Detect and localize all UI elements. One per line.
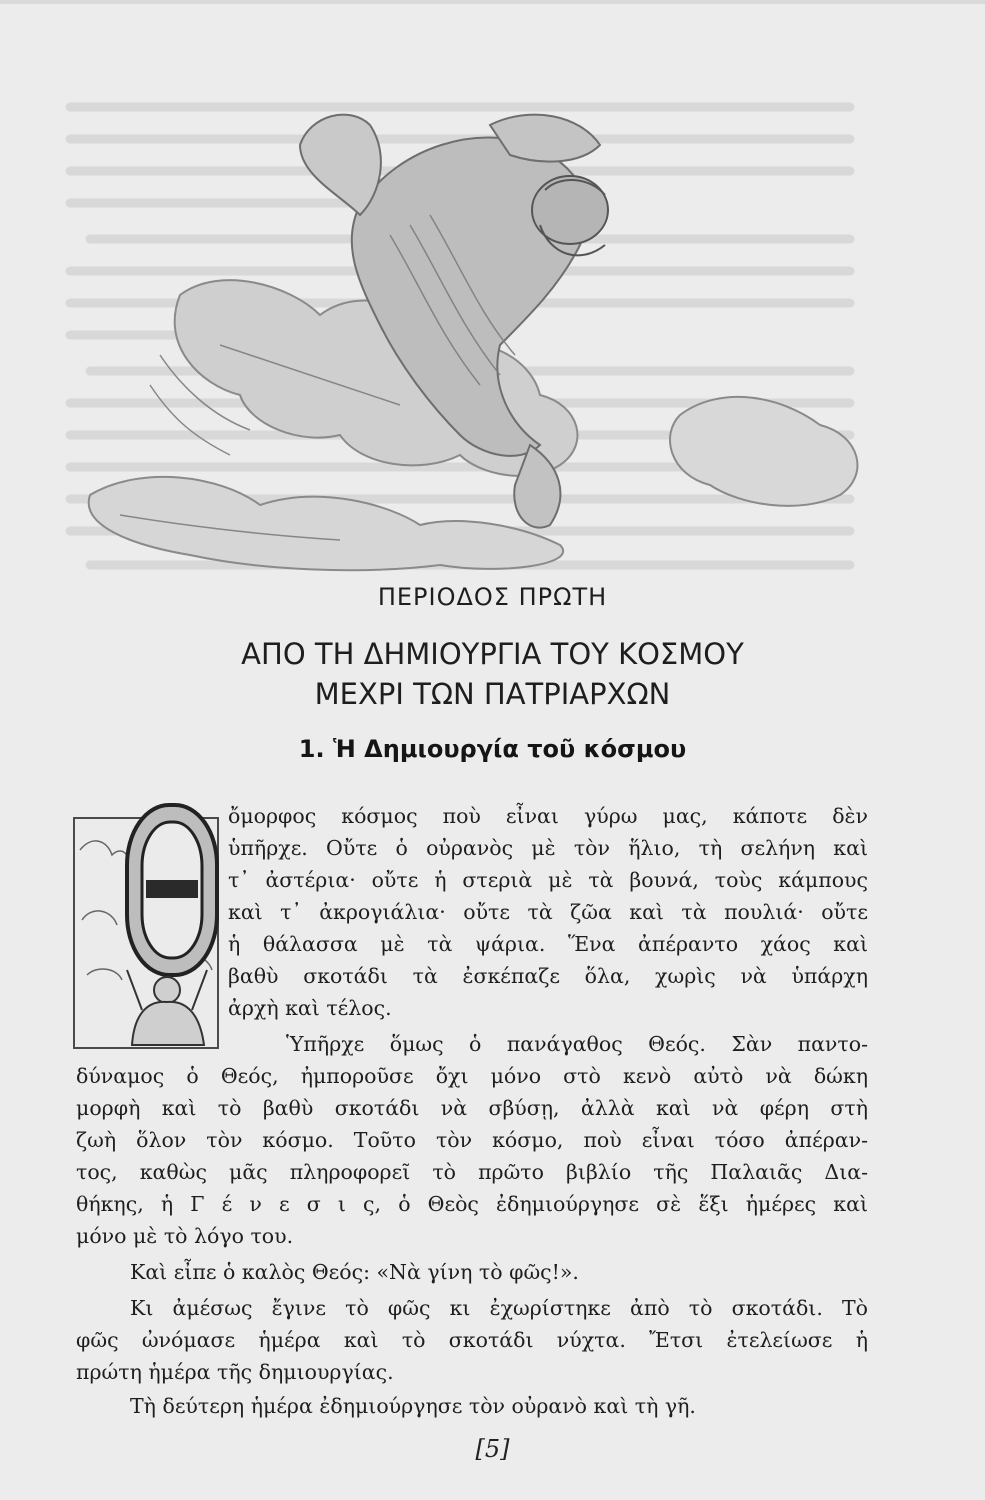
- body-line-5: ἡ θάλασσα μὲ τὰ ψάρια. Ἕνα ἀπέραντο χάος καὶ: [228, 932, 868, 956]
- body-line-10: μορφὴ καὶ τὸ βαθὺ σκοτάδι νὰ σβύσῃ, ἀλλὰ καὶ νὰ φέρη στὴ: [76, 1096, 868, 1120]
- drop-cap-frame-icon: [72, 800, 222, 1050]
- drop-cap-illustration: [72, 800, 222, 1050]
- chapter-title: [0, 634, 985, 714]
- body-line-9: δύναμος ὁ Θεός, ἠμποροῦσε ὄχι μόνο στὸ κενὸ αὐτὸ νὰ δώκη: [76, 1064, 868, 1088]
- body-line-7: ἀρχὴ καὶ τέλος.: [228, 996, 392, 1020]
- body-line-12: τος, καθὼς μᾶς πληροφορεῖ τὸ πρῶτο βιβλίο τῆς Παλαιᾶς Δια-: [76, 1160, 868, 1184]
- body-line-19: Τὴ δεύτερη ἡμέρα ἐδημιούργησε τὸν οὐρανὸ καὶ τὴ γῆ.: [130, 1394, 696, 1418]
- page-top-edge: [0, 0, 985, 4]
- body-line-6: βαθὺ σκοτάδι τὰ ἐσκέπαζε ὅλα, χωρὶς νὰ ὑπάρχη: [228, 964, 868, 988]
- body-line-16: Κι ἀμέσως ἔγινε τὸ φῶς κι ἐχωρίστηκε ἀπὸ τὸ σκοτάδι. Τὸ: [130, 1296, 868, 1320]
- body-line-3: τ᾿ ἀστέρια· οὔτε ἡ στεριὰ μὲ τὰ βουνά, τοὺς κάμπους: [228, 868, 868, 892]
- body-line-14: μόνο μὲ τὸ λόγο του.: [76, 1224, 294, 1248]
- section-label: ΠΕΡΙΟΔΟΣ ΠΡΩΤΗ: [377, 583, 608, 611]
- body-line-4: καὶ τ᾿ ἀκρογιάλια· οὔτε τὰ ζῶα καὶ τὰ πουλιά· οὔτε: [228, 900, 868, 924]
- body-line-8: Ὑπῆρχε ὅμως ὁ πανάγαθος Θεός. Σὰν παντο-: [286, 1032, 868, 1056]
- chapter-title-line-1: ΑΠΟ ΤΗ ΔΗΜΙΟΥΡΓΙΑ ΤΟΥ ΚΟΣΜΟΥ: [241, 637, 744, 671]
- body-line-17: φῶς ὠνόμασε ἡμέρα καὶ τὸ σκοτάδι νύχτα. Ἔτσι ἐτελείωσε ἡ: [76, 1328, 868, 1352]
- body-line-18: πρώτη ἡμέρα τῆς δημιουργίας.: [76, 1360, 394, 1384]
- lesson-heading: 1. Ἡ Δημιουργία τοῦ κόσμου: [298, 735, 687, 763]
- body-line-15: Καὶ εἶπε ὁ καλὸς Θεός: «Νὰ γίνη τὸ φῶς!».: [130, 1260, 579, 1284]
- chapter-title-line-2: ΜΕΧΡΙ ΤΩΝ ΠΑΤΡΙΑΡΧΩΝ: [314, 677, 671, 711]
- body-line-11: ζωὴ ὅλον τὸν κόσμο. Τοῦτο τὸν κόσμο, ποὺ εἶναι τόσο ἀπέραν-: [76, 1128, 868, 1152]
- body-line-13: θήκης, ἡ Γ έ ν ε σ ι ς, ὁ Θεὸς ἐδημιούργησε σὲ ἕξι ἡμέρες καὶ: [76, 1192, 868, 1216]
- creation-illustration: [60, 85, 880, 585]
- page-number: [5]: [475, 1435, 510, 1463]
- body-line-1: ὄμορφος κόσμος ποὺ εἶναι γύρω μας, κάποτε δὲν: [228, 804, 868, 828]
- body-line-2: ὑπῆρχε. Οὔτε ὁ οὐρανὸς μὲ τὸν ἥλιο, τὴ σελήνη καὶ: [228, 836, 868, 860]
